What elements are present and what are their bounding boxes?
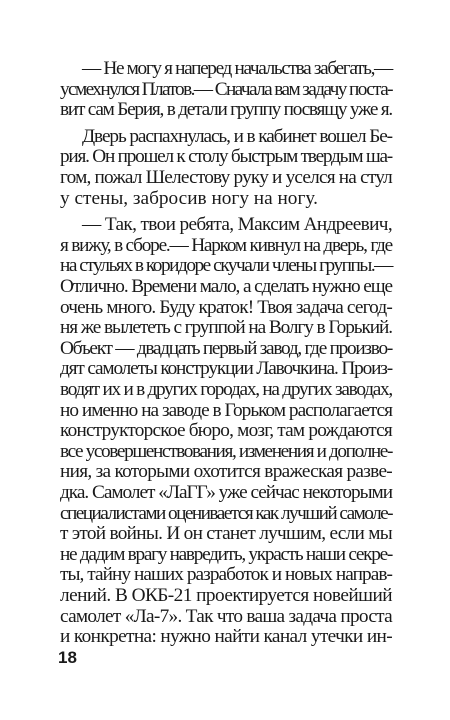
text-line: ния, за которыми охотится вражеская разве-	[60, 461, 392, 483]
text-line: дка. Самолет «ЛаГГ» уже сейчас некоторыми	[60, 482, 392, 503]
page-number: 18	[58, 648, 77, 667]
text-line: и конкретна: нужно найти канал утечки ин-	[60, 626, 392, 648]
text-line: ня же вылететь с группой на Волгу в Горький.	[60, 317, 392, 339]
text-line: специалистами оценивается как лучший самоле-	[60, 502, 392, 524]
text-line: — Так, твои ребята, Максим Андреевич,	[82, 214, 392, 236]
text-line: я вижу, в сборе.— Нарком кивнул на дверь, где	[60, 234, 392, 256]
text-line: Объект — двадцать первый завод, где произво-	[60, 337, 392, 359]
text-line: не дадим врагу навредить, украсть наши секре-	[60, 543, 392, 565]
text-line: дят самолеты конструкции Лавочкина. Произ-	[60, 358, 392, 380]
text-line: на стульях в коридоре скучали члены группы.—	[60, 255, 392, 277]
text-line: — Не могу я наперед начальства забегать,—	[82, 58, 392, 79]
text-line: гом, пожал Шелестову руку и уселся на стул	[60, 167, 392, 188]
text-line: Отлично. Времени мало, а сделать нужно еще	[60, 276, 392, 297]
text-line: усмехнулся Платов.— Сначала вам задачу поста-	[60, 78, 392, 100]
text-line: т этой войны. И он станет лучшим, если мы	[60, 523, 392, 545]
text-line: рия. Он прошел к столу быстрым твердым ша-	[60, 146, 392, 168]
text-line: но именно на заводе в Горьком располагается	[60, 399, 392, 421]
text-line: водят их и в других городах, на других заводах,	[60, 379, 392, 400]
text-line: конструкторское бюро, мозг, там рождаются	[60, 420, 392, 442]
text-line: Дверь распахнулась, и в кабинет вошел Бе-	[82, 125, 392, 147]
text-line: у стены, забросив ногу на ногу.	[60, 187, 318, 209]
text-line: все усовершенствования, изменения и дополне-	[60, 440, 392, 462]
text-line: вит сам Берия, в детали группу посвящу уже я.	[60, 99, 392, 121]
text-line: лений. В ОКБ-21 проектируется новейший	[60, 585, 392, 606]
text-line: очень много. Буду краток! Твоя задача сегод-	[60, 296, 392, 318]
text-line: ты, тайну наших разработок и новых направ-	[60, 564, 392, 586]
text-line: самолет «Ла-7». Так что ваша задача проста	[60, 605, 392, 627]
